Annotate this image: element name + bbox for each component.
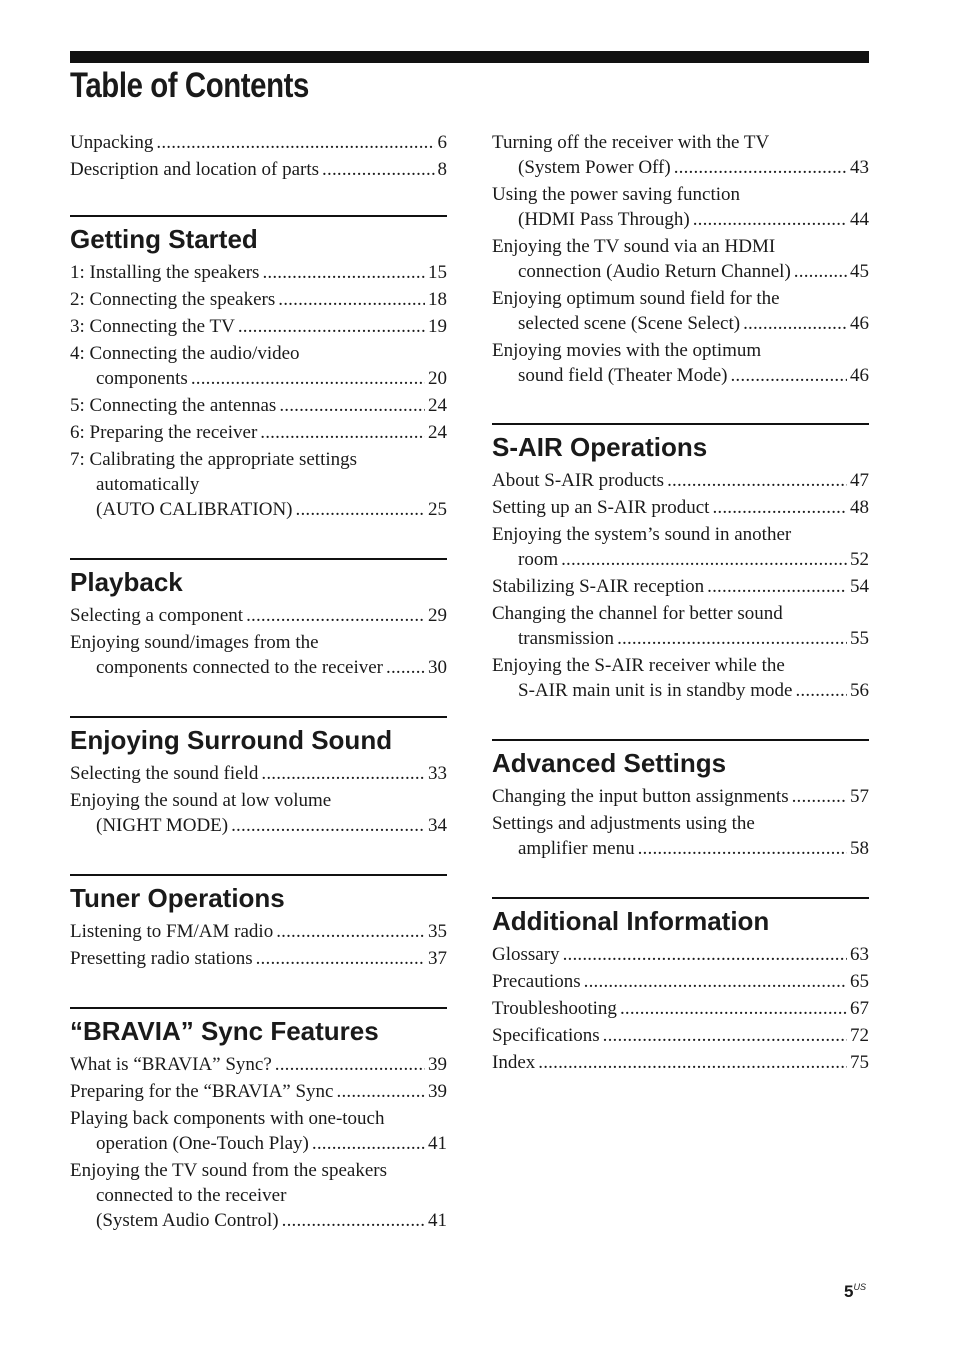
toc-entry[interactable] xyxy=(492,495,869,520)
dot-leader xyxy=(322,157,434,182)
toc-entry-text: (AUTO CALIBRATION) xyxy=(96,499,293,520)
toc-section xyxy=(70,1007,447,1233)
toc-entry-text: Changing the input button assignments xyxy=(492,786,789,807)
toc-entry-text: 3: Connecting the TV xyxy=(70,316,235,337)
section-heading: Advanced Settings xyxy=(492,748,727,778)
dot-leader xyxy=(238,314,425,339)
toc-entry-text: room xyxy=(518,549,559,570)
intro-list xyxy=(70,130,447,182)
toc-page-number: 44 xyxy=(850,209,869,230)
toc-entry-text: 2: Connecting the speakers xyxy=(70,289,276,310)
page-number-value: 5 xyxy=(844,1282,854,1301)
toc-page-number: 72 xyxy=(850,1025,869,1046)
section-heading: Tuner Operations xyxy=(70,883,285,913)
toc-section xyxy=(492,423,869,703)
section-heading: Playback xyxy=(70,567,183,597)
toc-entry-text: amplifier menu xyxy=(518,838,635,859)
toc-entry-text: 6: Preparing the receiver xyxy=(70,422,258,443)
title-rule xyxy=(70,51,869,63)
toc-page-number: 46 xyxy=(850,313,869,334)
toc-entry-text: Setting up an S-AIR product xyxy=(492,497,710,518)
toc-entry-text: automatically xyxy=(96,474,200,495)
toc-page-number: 6 xyxy=(437,132,447,153)
right-column xyxy=(492,130,869,1077)
toc-entry[interactable] xyxy=(70,919,447,944)
dot-leader xyxy=(617,626,847,651)
toc-entry-text: Index xyxy=(492,1052,536,1073)
dot-leader xyxy=(743,311,847,336)
toc-entry-text: connection (Audio Return Channel) xyxy=(518,261,791,282)
toc-page-number: 41 xyxy=(428,1133,447,1154)
toc-entry[interactable] xyxy=(492,286,869,336)
toc-entry-text: components connected to the receiver xyxy=(96,657,383,678)
toc-page-number: 20 xyxy=(428,368,447,389)
section-heading: Additional Information xyxy=(492,906,770,936)
toc-entry-text: (HDMI Pass Through) xyxy=(518,209,690,230)
toc-entry-text: What is “BRAVIA” Sync? xyxy=(70,1054,272,1075)
toc-page-number: 24 xyxy=(428,395,447,416)
page-title: Table of Contents xyxy=(70,66,309,105)
dot-leader xyxy=(584,969,847,994)
toc-entry[interactable] xyxy=(70,447,447,522)
dot-leader xyxy=(712,495,847,520)
toc-page-number: 58 xyxy=(850,838,869,859)
toc-entry-text: S-AIR main unit is in standby mode xyxy=(518,680,793,701)
section-heading: S-AIR Operations xyxy=(492,432,708,462)
toc-entry-text: Specifications xyxy=(492,1025,600,1046)
toc-entry[interactable] xyxy=(70,1052,447,1077)
right-intro-list xyxy=(492,130,869,388)
section-heading: Getting Started xyxy=(70,224,258,254)
toc-entry[interactable] xyxy=(70,130,447,155)
toc-page-number: 45 xyxy=(850,261,869,282)
dot-leader xyxy=(707,574,847,599)
dot-leader xyxy=(262,260,425,285)
toc-page-number: 41 xyxy=(428,1210,447,1231)
toc-entry[interactable] xyxy=(70,603,447,628)
toc-page-number: 55 xyxy=(850,628,869,649)
dot-leader xyxy=(795,678,847,703)
toc-page-number: 25 xyxy=(428,499,447,520)
toc-page-number: 65 xyxy=(850,971,869,992)
toc-entry-text: (System Power Off) xyxy=(518,157,671,178)
toc-entry-text: Presetting radio stations xyxy=(70,948,253,969)
dot-leader xyxy=(603,1023,847,1048)
toc-page-number: 63 xyxy=(850,944,869,965)
toc-entry-text: Enjoying the system’s sound in another xyxy=(492,524,792,545)
dot-leader xyxy=(278,287,425,312)
dot-leader xyxy=(246,603,425,628)
toc-page-number: 39 xyxy=(428,1054,447,1075)
toc-entry-text: connected to the receiver xyxy=(96,1185,287,1206)
toc-entry[interactable] xyxy=(492,468,869,493)
dot-leader xyxy=(260,420,425,445)
toc-entry[interactable] xyxy=(492,784,869,809)
toc-entry[interactable] xyxy=(492,653,869,703)
toc-entry-text: (NIGHT MODE) xyxy=(96,815,229,836)
toc-page-number: 8 xyxy=(437,159,447,180)
toc-entry-text: Selecting the sound field xyxy=(70,763,259,784)
page-number-suffix: US xyxy=(853,1282,866,1292)
dot-leader xyxy=(156,130,434,155)
toc-page-number: 29 xyxy=(428,605,447,626)
dot-leader xyxy=(256,946,425,971)
section-heading: Enjoying Surround Sound xyxy=(70,725,393,755)
toc-entry-text: About S-AIR products xyxy=(492,470,665,491)
section-heading: “BRAVIA” Sync Features xyxy=(70,1016,379,1046)
toc-page-number: 33 xyxy=(428,763,447,784)
dot-leader xyxy=(730,363,847,388)
toc-entry-text: 4: Connecting the audio/video xyxy=(70,343,300,364)
toc-entry-text: 7: Calibrating the appropriate settings xyxy=(70,449,358,470)
toc-entry[interactable] xyxy=(70,260,447,285)
toc-entry-text: Glossary xyxy=(492,944,560,965)
toc-entry-text: Description and location of parts xyxy=(70,159,320,180)
toc-entry[interactable] xyxy=(70,1158,447,1233)
dot-leader xyxy=(279,393,425,418)
toc-page-number: 15 xyxy=(428,262,447,283)
toc-entry-text: Playing back components with one-touch xyxy=(70,1108,385,1129)
toc-entry-text: Enjoying the TV sound via an HDMI xyxy=(492,236,776,257)
toc-entry-text: Enjoying the S-AIR receiver while the xyxy=(492,655,785,676)
toc-section xyxy=(70,716,447,838)
toc-section xyxy=(492,739,869,861)
toc-entry-text: (System Audio Control) xyxy=(96,1210,279,1231)
dot-leader xyxy=(282,1208,425,1233)
toc-entry-text: Changing the channel for better sound xyxy=(492,603,783,624)
dot-leader xyxy=(296,497,426,522)
dot-leader xyxy=(261,761,425,786)
toc-entry[interactable] xyxy=(70,341,447,391)
toc-page-number: 57 xyxy=(850,786,869,807)
toc-entry[interactable] xyxy=(70,420,447,445)
toc-page-number: 37 xyxy=(428,948,447,969)
dot-leader xyxy=(563,942,847,967)
dot-leader xyxy=(191,366,425,391)
toc-entry[interactable] xyxy=(492,996,869,1021)
toc-entry[interactable] xyxy=(70,761,447,786)
dot-leader xyxy=(275,1052,425,1077)
toc-entry-text: Turning off the receiver with the TV xyxy=(492,132,770,153)
toc-entry[interactable] xyxy=(492,338,869,388)
toc-entry[interactable] xyxy=(70,630,447,680)
toc-section xyxy=(492,897,869,1075)
toc-page-number: 52 xyxy=(850,549,869,570)
toc-entry[interactable] xyxy=(70,393,447,418)
toc-entry[interactable] xyxy=(492,182,869,232)
toc-entry-text: Preparing for the “BRAVIA” Sync xyxy=(70,1081,334,1102)
toc-section xyxy=(70,558,447,680)
toc-page-number: 48 xyxy=(850,497,869,518)
dot-leader xyxy=(792,784,847,809)
toc-page-number: 24 xyxy=(428,422,447,443)
toc-page-number: 39 xyxy=(428,1081,447,1102)
toc-entry[interactable] xyxy=(70,314,447,339)
toc-page-number: 46 xyxy=(850,365,869,386)
toc-page-number: 56 xyxy=(850,680,869,701)
right-sections xyxy=(492,423,869,1075)
dot-leader xyxy=(231,813,425,838)
toc-entry[interactable] xyxy=(70,1106,447,1156)
toc-entry-text: Listening to FM/AM radio xyxy=(70,921,274,942)
toc-entry-text: Selecting a component xyxy=(70,605,244,626)
toc-entry-text: selected scene (Scene Select) xyxy=(518,313,741,334)
toc-page-number: 47 xyxy=(850,470,869,491)
toc-entry[interactable] xyxy=(492,234,869,284)
toc-entry-text: Enjoying the sound at low volume xyxy=(70,790,332,811)
dot-leader xyxy=(312,1131,425,1156)
toc-section xyxy=(70,874,447,971)
toc-entry-text: Enjoying optimum sound field for the xyxy=(492,288,780,309)
toc-entry-text: Settings and adjustments using the xyxy=(492,813,755,834)
dot-leader xyxy=(620,996,847,1021)
toc-entry-text: 5: Connecting the antennas xyxy=(70,395,277,416)
toc-entry[interactable] xyxy=(492,130,869,180)
toc-page-number: 54 xyxy=(850,576,869,597)
toc-entry[interactable] xyxy=(70,157,447,182)
dot-leader xyxy=(667,468,847,493)
toc-entry[interactable] xyxy=(492,522,869,572)
toc-page-number: 75 xyxy=(850,1052,869,1073)
toc-entry-text: Troubleshooting xyxy=(492,998,617,1019)
toc-entry[interactable] xyxy=(70,1079,447,1104)
toc-section xyxy=(70,215,447,522)
toc-page-number: 18 xyxy=(428,289,447,310)
toc-entry[interactable] xyxy=(492,969,869,994)
toc-entry[interactable] xyxy=(492,811,869,861)
toc-entry-text: Stabilizing S-AIR reception xyxy=(492,576,705,597)
toc-entry[interactable] xyxy=(492,601,869,651)
toc-entry[interactable] xyxy=(492,574,869,599)
toc-entry-text: Enjoying the TV sound from the speakers xyxy=(70,1160,387,1181)
toc-entry[interactable] xyxy=(70,946,447,971)
toc-entry-text: Precautions xyxy=(492,971,581,992)
toc-entry[interactable] xyxy=(492,1050,869,1075)
dot-leader xyxy=(674,155,847,180)
dot-leader xyxy=(561,547,847,572)
toc-entry[interactable] xyxy=(70,287,447,312)
dot-leader xyxy=(638,836,847,861)
toc-page-number: 43 xyxy=(850,157,869,178)
toc-entry-text: Using the power saving function xyxy=(492,184,741,205)
page-number xyxy=(844,1282,866,1302)
toc-entry[interactable] xyxy=(492,1023,869,1048)
dot-leader xyxy=(794,259,847,284)
dot-leader xyxy=(276,919,425,944)
toc-entry[interactable] xyxy=(70,788,447,838)
toc-page-number: 34 xyxy=(428,815,447,836)
toc-page-number: 35 xyxy=(428,921,447,942)
toc-page-number: 19 xyxy=(428,316,447,337)
toc-entry-text: 1: Installing the speakers xyxy=(70,262,260,283)
toc-page-number: 67 xyxy=(850,998,869,1019)
toc-entry-text: components xyxy=(96,368,188,389)
dot-leader xyxy=(538,1050,847,1075)
toc-entry-text: Enjoying movies with the optimum xyxy=(492,340,762,361)
toc-entry-text: transmission xyxy=(518,628,615,649)
toc-entry[interactable] xyxy=(492,942,869,967)
toc-entry-text: sound field (Theater Mode) xyxy=(518,365,728,386)
toc-entry-text: operation (One-Touch Play) xyxy=(96,1133,309,1154)
left-sections xyxy=(70,215,447,1233)
dot-leader xyxy=(386,655,425,680)
toc-entry-text: Unpacking xyxy=(70,132,154,153)
dot-leader xyxy=(693,207,847,232)
left-column xyxy=(70,130,447,1235)
toc-entry-text: Enjoying sound/images from the xyxy=(70,632,319,653)
dot-leader xyxy=(337,1079,426,1104)
toc-page-number: 30 xyxy=(428,657,447,678)
